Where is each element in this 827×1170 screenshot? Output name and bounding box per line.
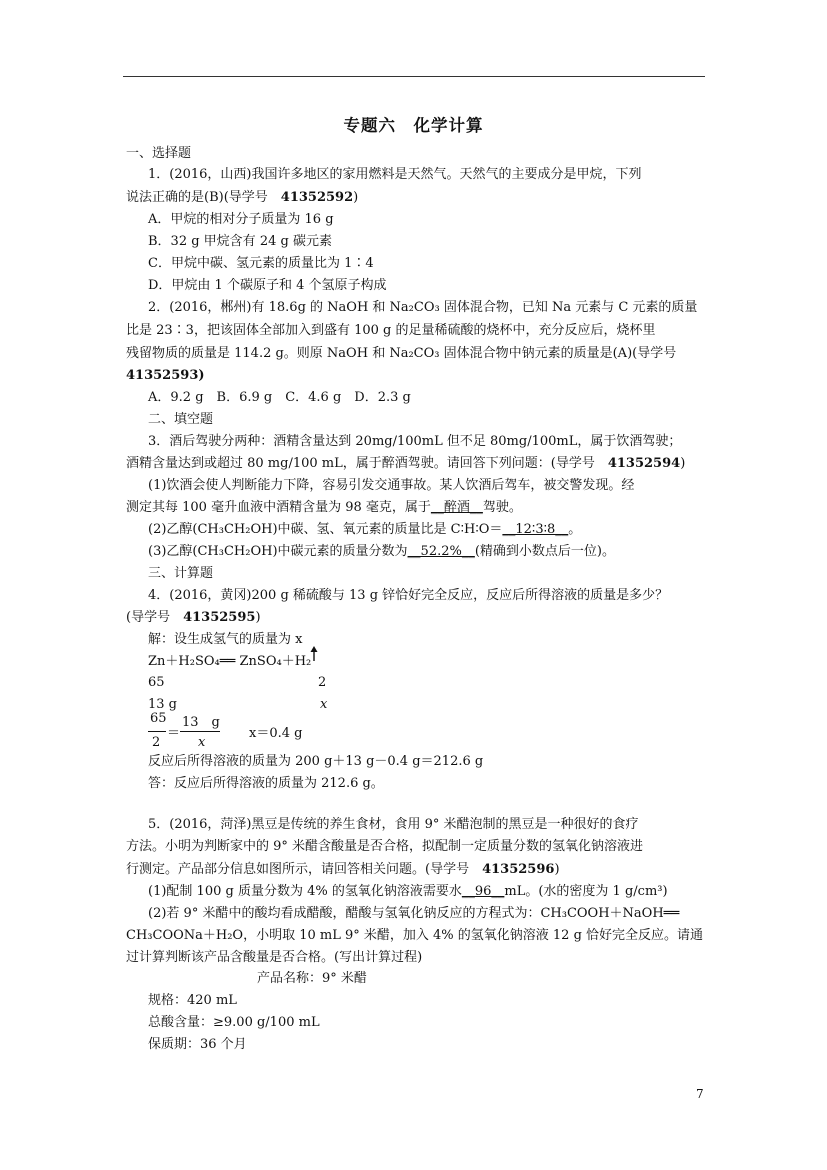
- fraction-numerator: 13 g: [182, 715, 220, 730]
- chemical-equation: Zn＋H₂SO₄══ ZnSO₄＋H₂: [148, 654, 312, 669]
- question-2-text: 2．(2016，郴州)有 18.6g 的 NaOH 和 Na₂CO₃ 固体混合物，已知 Na 元素与 C 元素的质量: [148, 300, 698, 315]
- question-5-text: 方法。小明为判断家中的 9° 米醋含酸量是否合格，拟配制一定质量分数的氢氧化钠溶液进: [126, 839, 644, 854]
- page-title: 专题六 化学计算: [343, 116, 484, 135]
- question-4-text: (导学号 41352595): [126, 610, 261, 625]
- equals-sign: ＝: [167, 726, 181, 741]
- question-3-part-2: (2)乙醇(CH₃CH₂OH)中碳、氢、氧元素的质量比是 C∶H∶O＝__12∶3∶8__。: [148, 522, 582, 537]
- option-b: B．32 g 甲烷含有 24 g 碳元素: [148, 234, 332, 249]
- option-c: C．甲烷中碳、氢元素的质量比为 1∶4: [148, 256, 374, 271]
- question-3-part-1: 测定其每 100 毫升血液中酒精含量为 98 毫克，属于__醉酒__驾驶。: [126, 500, 522, 515]
- question-4-text: 4．(2016，黄冈)200 g 稀硫酸与 13 g 锌恰好完全反应，反应后所得溶液的质量是多少？: [148, 588, 669, 603]
- question-3-text: 3．酒后驾驶分两种：酒精含量达到 20mg/100mL 但不足 80mg/100mL，属于饮酒驾驶；: [148, 434, 682, 449]
- ratio-row: 65: [148, 675, 165, 690]
- fraction-denominator: 2: [152, 735, 161, 750]
- question-5-part-1: (1)配制 100 g 质量分数为 4% 的氢氧化钠溶液需要水__96__mL。(水的密度为 1 g/cm³): [148, 884, 668, 899]
- solution-line: 解：设生成氢气的质量为 x: [148, 632, 303, 647]
- result-x: x＝0.4 g: [249, 726, 303, 741]
- question-1-text: 1．(2016，山西)我国许多地区的家用燃料是天然气。天然气的主要成分是甲烷，下列: [148, 167, 642, 182]
- fraction-bar: [148, 731, 166, 732]
- question-2-text: 比是 23∶3，把该固体全部加入到盛有 100 g 的足量稀硫酸的烧杯中，充分反应后，烧杯里: [126, 323, 656, 338]
- ratio-row: 13 g: [148, 697, 177, 712]
- solution-line: 反应后所得溶液的质量为 200 g＋13 g－0.4 g＝212.6 g: [148, 754, 484, 769]
- product-spec: 规格：420 mL: [148, 993, 237, 1008]
- question-5-part-2: 过计算判断该产品含酸量是否合格。(写出计算过程): [126, 950, 423, 965]
- fraction-bar: [180, 731, 220, 732]
- section-heading: 一、选择题: [126, 146, 192, 161]
- option-d: D．甲烷由 1 个碳原子和 4 个氢原子构成: [148, 278, 387, 293]
- option-a: A．甲烷的相对分子质量为 16 g: [148, 212, 334, 227]
- section-heading: 二、填空题: [148, 412, 214, 427]
- question-5-part-2: CH₃COONa＋H₂O，小明取 10 mL 9° 米醋，加入 4% 的氢氧化钠溶液 12 g 恰好完全反应。请通: [126, 928, 704, 943]
- product-name: 产品名称：9° 米醋: [257, 971, 367, 986]
- question-2-options: A．9.2 g B．6.9 g C．4.6 g D．2.3 g: [148, 390, 411, 405]
- ratio-row: x: [320, 697, 328, 712]
- question-3-part-3: (3)乙醇(CH₃CH₂OH)中碳元素的质量分数为__52.2%__(精确到小数点后一位)。: [148, 544, 616, 559]
- fraction-denominator: x: [198, 735, 206, 750]
- question-5-part-2: (2)若 9° 米醋中的酸均看成醋酸，醋酸与氢氧化钠反应的方程式为：CH₃COOH＋NaOH══: [148, 906, 680, 921]
- page-number: 7: [696, 1087, 704, 1101]
- up-arrow-icon: [309, 646, 319, 662]
- fraction-numerator: 65: [150, 711, 167, 726]
- header-rule: [123, 76, 705, 77]
- question-2-text: 41352593): [126, 368, 205, 383]
- question-3-part-1: (1)饮酒会使人判断能力下降，容易引发交通事故。某人饮酒后驾车，被交警发现。经: [148, 478, 635, 493]
- section-heading: 三、计算题: [148, 566, 214, 581]
- question-1-text: 说法正确的是(B)(导学号 41352592): [126, 190, 359, 205]
- question-5-text: 5．(2016，菏泽)黑豆是传统的养生食材，食用 9° 米醋泡制的黑豆是一种很好的食疗: [148, 817, 639, 832]
- answer-line: 答：反应后所得溶液的质量为 212.6 g。: [148, 776, 384, 791]
- product-acid-content: 总酸含量：≥9.00 g/100 mL: [148, 1015, 320, 1030]
- product-shelf-life: 保质期：36 个月: [148, 1037, 247, 1052]
- question-2-text: 残留物质的质量是 114.2 g。则原 NaOH 和 Na₂CO₃ 固体混合物中钠元素的质量是(A)(导学号: [126, 346, 677, 361]
- ratio-row: 2: [318, 675, 327, 690]
- question-3-text: 酒精含量达到或超过 80 mg/100 mL，属于醉酒驾驶。请回答下列问题：(导学号 41352594): [126, 456, 686, 471]
- question-5-text: 行测定。产品部分信息如图所示，请回答相关问题。(导学号 41352596): [126, 862, 560, 877]
